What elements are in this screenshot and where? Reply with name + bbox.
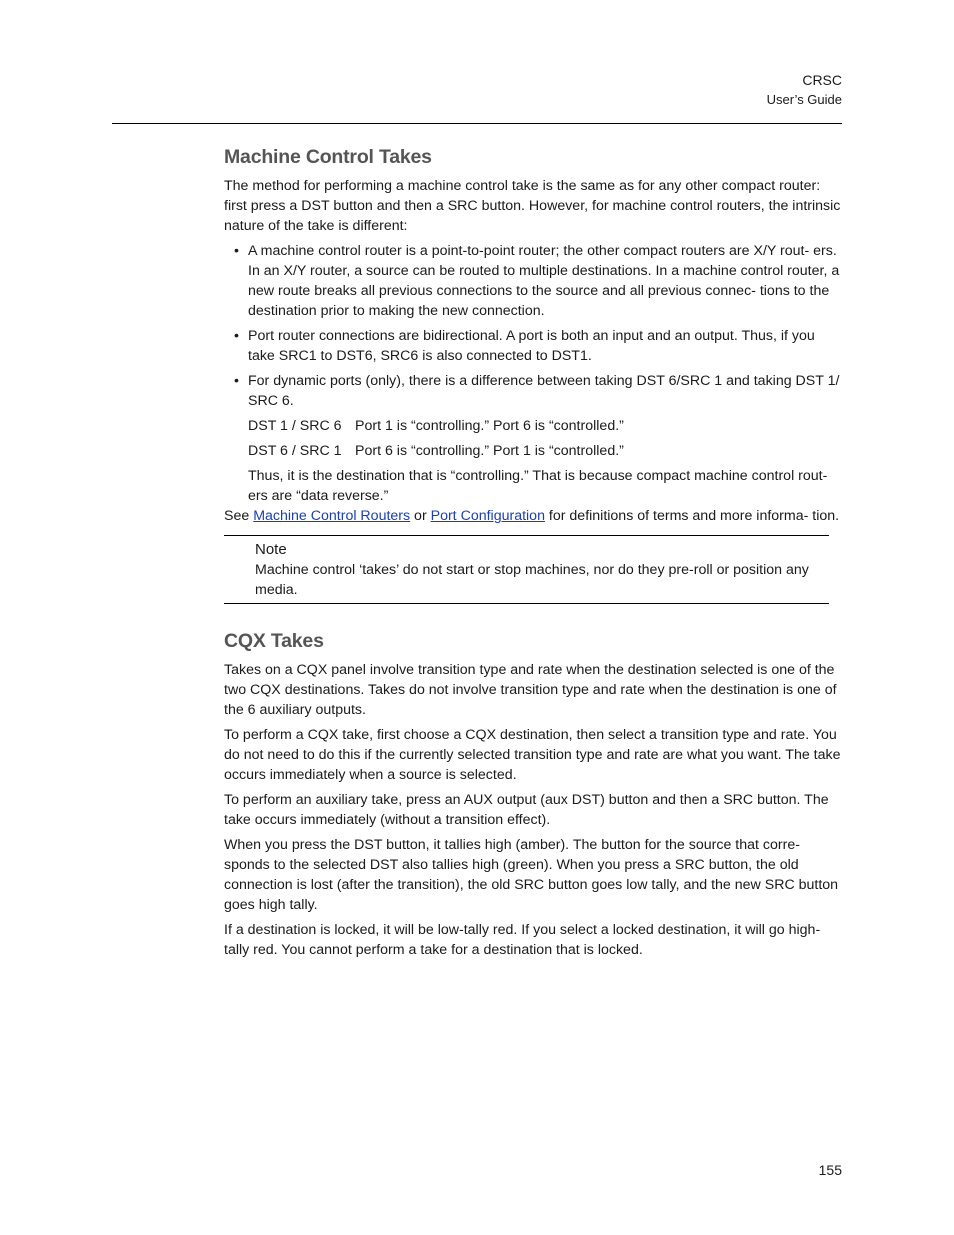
- paragraph: Takes on a CQX panel involve transition type and rate when the destination selected is one of the two CQX destinations. Takes do not involve transition type and rate when the destination is one of the 6 auxiliary outputs.: [224, 662, 837, 718]
- list-item: [224, 371, 844, 411]
- list-item-text: For dynamic ports (only), there is a difference between taking DST 6/SRC 1 and taking DST 1/ SRC 6.: [248, 373, 840, 409]
- section-heading: Machine Control Takes: [224, 146, 432, 168]
- see-prefix: See: [224, 508, 254, 524]
- bullet-marker: •: [234, 328, 239, 344]
- see-suffix: for definitions of terms and more informa- tion.: [544, 508, 840, 524]
- list-item-text: A machine control router is a point-to-point router; the other compact routers are X/Y rout- ers. In an X/Y router, a source can be routed to multiple destinations. In a machine control router, a new route breaks all previous connections to the source and all previous connec- tions to the destination prior to making the new connection.: [248, 243, 840, 319]
- link-machine-control-routers[interactable]: Machine Control Routers: [253, 508, 411, 524]
- note-title: Note: [255, 541, 287, 558]
- section-heading: CQX Takes: [224, 630, 324, 652]
- paragraph: When you press the DST button, it tallies high (amber). The button for the source that corre- sponds to the selected DST also tallies high (green). When you press a SRC button, the old connection is lost (after the transition), the old SRC button goes low tally, and the new SRC button goes high tally.: [224, 837, 839, 913]
- bullet-list: [224, 241, 844, 411]
- conclusion-paragraph: Thus, it is the destination that is “controlling.” That is because compact machine control rout- ers are “data reverse.”: [248, 468, 828, 504]
- paragraph: If a destination is locked, it will be low-tally red. If you select a locked destination, it will go high- tally red. You cannot perform a take for a destination that is locked.: [224, 922, 821, 958]
- running-header: [767, 70, 842, 110]
- page-number: 155: [818, 1162, 842, 1178]
- header-divider: [112, 123, 842, 124]
- table-row: [248, 441, 844, 461]
- see-or: or: [410, 508, 431, 524]
- list-item: [224, 326, 844, 366]
- list-item: [224, 241, 844, 321]
- list-item-text: Port router connections are bidirectional. A port is both an input and an output. Thus, if you take SRC1 to DST6, SRC6 is also connected to DST1.: [248, 328, 815, 364]
- port-direction-table: [248, 416, 844, 461]
- note-box: [224, 535, 829, 604]
- bullet-marker: •: [234, 243, 239, 259]
- port-description: Port 1 is “controlling.” Port 6 is “controlled.”: [355, 418, 624, 434]
- note-body: Machine control ‘takes’ do not start or stop machines, nor do they pre-roll or position any media.: [255, 562, 809, 598]
- intro-paragraph: The method for performing a machine control take is the same as for any other compact router: first press a DST button and then a SRC button. However, for machine control routers, the intrinsic nature of the take is different:: [224, 178, 841, 234]
- document-title: CRSC: [802, 72, 842, 88]
- table-row: [248, 416, 844, 436]
- port-pair: DST 6 / SRC 1: [248, 443, 342, 459]
- see-also-paragraph: [224, 506, 844, 526]
- bullet-marker: •: [234, 373, 239, 389]
- paragraph: To perform a CQX take, first choose a CQX destination, then select a transition type and rate. You do not need to do this if the currently selected transition type and rate are what you want. The take occurs immediately when a source is selected.: [224, 727, 841, 783]
- port-description: Port 6 is “controlling.” Port 1 is “controlled.”: [355, 443, 624, 459]
- section-cqx-takes: [224, 627, 844, 960]
- page-content: [224, 143, 844, 960]
- port-pair: DST 1 / SRC 6: [248, 418, 342, 434]
- section-machine-control-takes: [224, 143, 844, 604]
- paragraph: To perform an auxiliary take, press an AUX output (aux DST) button and then a SRC button. The take occurs immediately (without a transition effect).: [224, 792, 829, 828]
- document-subtitle: User’s Guide: [766, 92, 842, 107]
- link-port-configuration[interactable]: Port Configuration: [430, 508, 545, 524]
